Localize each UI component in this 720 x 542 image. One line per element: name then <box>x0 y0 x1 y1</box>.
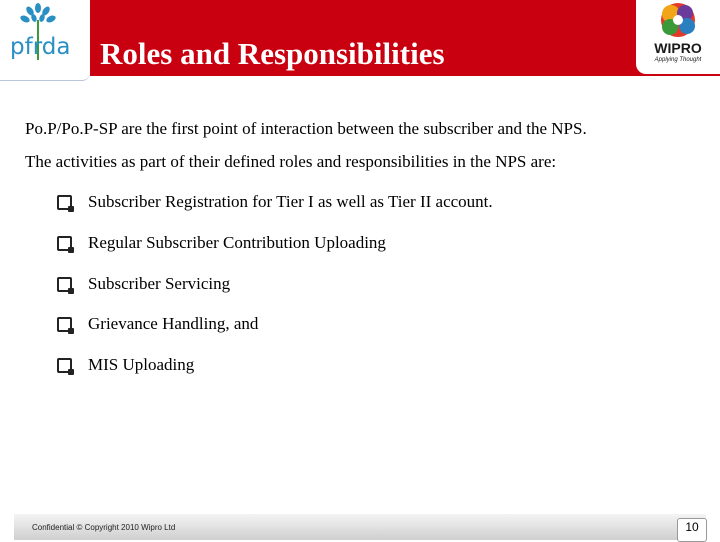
pfrda-logo-text: pfrda <box>10 34 71 60</box>
pfrda-logo-icon <box>6 2 84 76</box>
intro-paragraph-2: The activities as part of their defined roles and responsibilities in the NPS are: <box>25 152 557 171</box>
activities-list <box>57 192 493 396</box>
checkbox-bullet-icon <box>57 195 72 210</box>
wipro-rainbow-icon <box>644 0 716 72</box>
list-item-text: Subscriber Servicing <box>88 273 231 293</box>
list-item <box>57 233 493 274</box>
intro-paragraph-1: Po.P/Po.P-SP are the first point of interaction between the subscriber and the NPS. <box>25 119 587 138</box>
list-item <box>57 314 493 355</box>
list-item-text: Grievance Handling, and <box>88 314 259 334</box>
checkbox-bullet-icon <box>57 236 72 251</box>
checkbox-bullet-icon <box>57 317 72 332</box>
page-number: 10 <box>677 518 707 542</box>
list-item <box>57 274 493 315</box>
list-item <box>57 355 493 396</box>
list-item-text: Regular Subscriber Contribution Uploading <box>88 232 386 252</box>
pfrda-logo <box>0 0 90 81</box>
footer-copyright: Confidential © Copyright 2010 Wipro Ltd <box>32 523 176 532</box>
wipro-logo-text: WIPRO <box>654 40 702 56</box>
wipro-logo <box>636 0 720 74</box>
list-item-text: Subscriber Registration for Tier I as well as Tier II account. <box>88 192 493 211</box>
checkbox-bullet-icon <box>57 358 72 373</box>
slide-title: Roles and Responsibilities <box>100 36 445 71</box>
list-item-text: MIS Uploading <box>88 355 195 375</box>
checkbox-bullet-icon <box>57 277 72 292</box>
wipro-logo-tagline: Applying Thought <box>654 57 702 63</box>
list-item <box>57 192 493 233</box>
